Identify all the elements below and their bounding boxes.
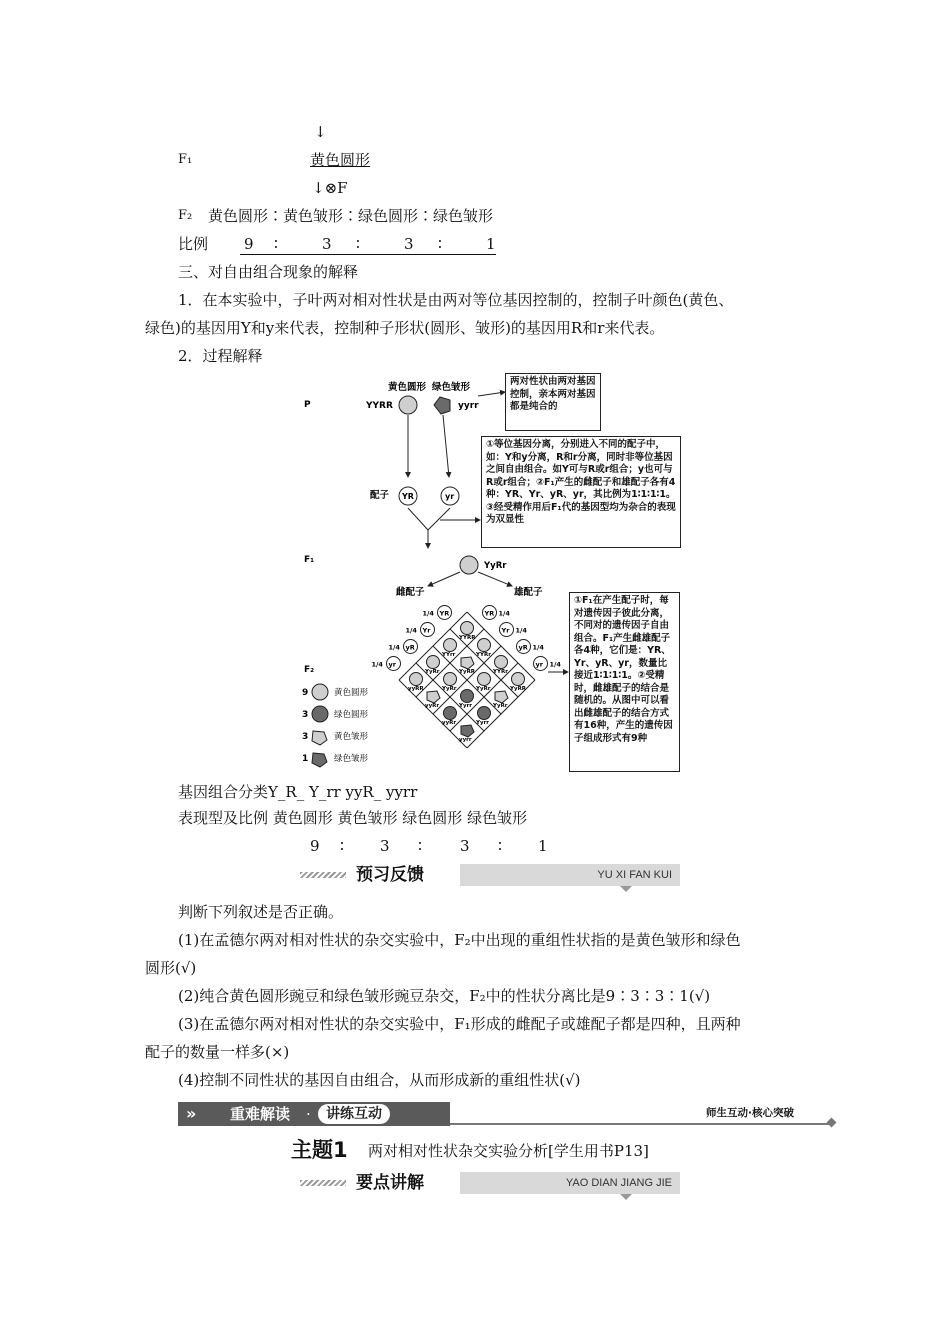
gamete-yr-upper: YR (402, 492, 414, 501)
f1-phenotype: 黄色圆形 (310, 151, 371, 169)
yellow-round-seed (399, 396, 417, 414)
gamete-label: YR (439, 609, 450, 618)
gamete-label: Yr (422, 626, 431, 635)
probability-label: 1/4 (549, 660, 561, 669)
paragraph-line: 1．在本实验中，子叶两对相对性状是由两对等位基因控制的，控制子叶颜色(黄色、 (178, 291, 734, 309)
gamete-yr-lower: yr (445, 492, 455, 501)
f2-genotype-label: YyRr (476, 686, 491, 692)
ratio-value: 3 (322, 235, 332, 253)
ratio-row (240, 234, 496, 255)
legend-label: 黄色圆形 (334, 688, 369, 698)
f2-seed (410, 673, 423, 686)
female-gamete-label: 雌配子 (396, 587, 425, 598)
topic-title: 两对相对性状杂交实验分析[学生用书P13] (368, 1142, 649, 1160)
note-text: 两对性状由两对基因控制，亲本两对基因都是纯合的 (510, 376, 596, 412)
ratio-value: 3 (380, 837, 390, 855)
f2-seed (427, 656, 440, 669)
ratio-value: 9 (244, 235, 254, 253)
f2-genotype-label: YYRr (476, 652, 491, 658)
paragraph-line: 2．过程解释 (178, 347, 263, 365)
review-item: (3)在孟德尔两对相对性状的杂交实验中，F₁形成的雌配子或雄配子都是四种，且两种 (178, 1015, 741, 1033)
section-banner-explanation (300, 1172, 680, 1194)
f2-label: F₂ (178, 208, 193, 223)
f1-seed (460, 556, 478, 574)
f2-genotype-label: YyRr (442, 686, 457, 692)
gamete-label: Yr (501, 626, 510, 635)
f2-seed (478, 707, 491, 720)
f2-genotype-label: Yyrr (459, 703, 472, 709)
legend-label: 绿色皱形 (334, 754, 369, 764)
f2-legend (302, 684, 369, 767)
gamete-label: 配子 (370, 490, 390, 501)
f2-phenotypes: 黄色圆形∶黄色皱形∶绿色圆形∶绿色皱形 (208, 207, 494, 225)
banner-title: 重难解读 (230, 1105, 291, 1123)
ratio-value: 9 (310, 837, 320, 855)
ratio-label: 比例 (178, 235, 209, 253)
topic-label: 主题1 (291, 1138, 348, 1162)
diamond-icon (827, 1118, 837, 1128)
legend-count: 3 (302, 710, 309, 720)
f2-seed (444, 639, 457, 652)
note-box-f2 (569, 592, 680, 772)
probability-label: 1/4 (498, 609, 510, 618)
f2-genotype-label: YYRr (493, 669, 508, 675)
f2-seed (478, 639, 491, 652)
review-item: 圆形(√) (145, 959, 197, 977)
legend-label: 绿色圆形 (334, 710, 369, 720)
f2-genotype-label: yyRr (425, 703, 440, 709)
punnett-square (372, 606, 562, 749)
f2-seed (461, 622, 474, 635)
banner-right-text: 师生互动·核心突破 (706, 1107, 794, 1119)
f2-seed (495, 691, 508, 703)
gamete-label: YR (484, 609, 495, 618)
summary-ratio (306, 836, 566, 856)
probability-label: 1/4 (371, 660, 383, 669)
review-intro: 判断下列叙述是否正确。 (178, 903, 344, 921)
banner-title: 要点讲解 (346, 1172, 434, 1194)
banner-subtitle: YAO DIAN JIANG JIE (460, 1172, 680, 1194)
review-item: (1)在孟德尔两对相对性状的杂交实验中，F₂中出现的重组性状指的是黄色皱形和绿色 (178, 931, 741, 949)
banner-subtitle: YU XI FAN KUI (460, 864, 680, 886)
probability-label: 1/4 (515, 626, 527, 635)
paragraph-line: 绿色)的基因用Y和y来代表，控制种子形状(圆形、皱形)的基因用R和r来代表。 (145, 319, 665, 337)
f2-seed (478, 673, 491, 686)
section-banner-key-points (178, 1102, 838, 1128)
f2-genotype-label: yyrr (459, 737, 472, 743)
f2-seed (461, 657, 474, 669)
legend-count: 9 (302, 688, 309, 698)
ratio-value: 1 (538, 837, 548, 855)
arrow-down: ↓ (314, 123, 327, 141)
ratio-colon: ∶ (340, 837, 344, 855)
ratio-value: 3 (460, 837, 470, 855)
note-text: ①等位基因分离，分别进入不同的配子中，如：Y和y分离，R和r分离，同时非等位基因之间自由组合。如Y可与R或r组合；y也可与R或r组合；②F₁产生的雌配子和雄配子各有4种：YR、Yr、yR、yr，其比例为1∶1∶1∶1。③经受精作用后F₁代的基因型均为杂合的表现为双显性 (486, 439, 676, 525)
f2-seed (444, 707, 457, 720)
banner-title: 预习反馈 (346, 864, 434, 886)
chevron-icon: » (186, 1104, 197, 1123)
f2-genotype-label: YyRr (493, 703, 508, 709)
f2-seed (444, 673, 457, 686)
f2-seed (461, 725, 474, 737)
probability-label: 1/4 (405, 626, 417, 635)
gamete-label: yR (518, 643, 528, 652)
legend-count: 1 (302, 754, 309, 764)
legend-label: 黄色皱形 (334, 732, 369, 742)
p-left-phenotype: 黄色圆形 (388, 382, 427, 393)
legend-count: 3 (302, 732, 309, 742)
gamete-label: yr (388, 660, 396, 669)
gamete-label: yr (535, 660, 543, 669)
genotype-classes: 基因组合分类Y_R_ Y_rr yyR_ yyrr (178, 783, 418, 801)
banner-dot: · (306, 1105, 311, 1123)
ratio-colon: ∶ (274, 235, 278, 253)
section-heading: 三、对自由组合现象的解释 (178, 263, 359, 281)
selfing-arrow: ↓⊗F (312, 179, 348, 197)
f2-genotype-label: YyRR (510, 686, 527, 692)
f2-seed (495, 656, 508, 669)
f2-genotype-label: YyRr (425, 669, 440, 675)
f2-seed (427, 691, 440, 703)
f2-seed (512, 673, 525, 686)
banner-notch (620, 1194, 632, 1200)
f2-genotype-label: YYRR (459, 635, 476, 641)
section-banner-preview (300, 864, 680, 886)
ratio-colon: ∶ (418, 837, 422, 855)
f1-genotype: YyRr (484, 561, 507, 571)
gamete-label: yR (405, 643, 415, 652)
f2-genotype-label: yyRr (442, 720, 457, 726)
f2-genotype-label: YyRR (459, 669, 476, 675)
p-left-genotype: YYRR (366, 401, 393, 411)
f2-genotype-label: yyRR (408, 686, 424, 692)
note-box-gametes (481, 436, 681, 548)
p-right-genotype: yyrr (458, 401, 479, 411)
probability-label: 1/4 (422, 609, 434, 618)
review-item: (2)纯合黄色圆形豌豆和绿色皱形豌豆杂交，F₂中的性状分离比是9∶3∶3∶1(√) (178, 987, 711, 1005)
review-item: 配子的数量一样多(×) (145, 1043, 290, 1061)
green-wrinkled-seed (434, 397, 450, 414)
p-generation-label: P (304, 400, 311, 410)
male-gamete-label: 雄配子 (514, 587, 543, 598)
note-text: ①F₁在产生配子时，每对遗传因子彼此分离，不同对的遗传因子自由组合。F₁产生雌雄配子各4种，它们是：YR、Yr、yR、yr，数量比接近1∶1∶1∶1。②受精时，雌雄配子的结合是随机的。从图中可以看出雌雄配子的结合方式有16种，产生的遗传因子组成形式有9种 (574, 595, 673, 744)
note-box-parents (505, 373, 601, 431)
ratio-colon: ∶ (498, 837, 502, 855)
ratio-colon: ∶ (438, 235, 442, 253)
f1-generation-label: F₁ (304, 555, 315, 565)
f2-generation-label: F₂ (304, 665, 315, 675)
ratio-value: 3 (404, 235, 414, 253)
f2-genotype-label: Yyrr (476, 720, 489, 726)
review-item: (4)控制不同性状的基因自由组合，从而形成新的重组性状(√) (178, 1071, 581, 1089)
p-right-phenotype: 绿色皱形 (432, 382, 471, 393)
f2-genotype-label: YYrr (442, 652, 456, 658)
f2-seed (461, 690, 474, 703)
ratio-value: 1 (486, 235, 496, 253)
banner-badge: 讲练互动 (318, 1104, 390, 1124)
banner-notch (620, 886, 632, 892)
phenotype-classes: 表现型及比例 黄色圆形 黄色皱形 绿色圆形 绿色皱形 (178, 809, 528, 827)
f1-label: F₁ (178, 152, 193, 167)
probability-label: 1/4 (388, 643, 400, 652)
ratio-colon: ∶ (356, 235, 360, 253)
probability-label: 1/4 (532, 643, 544, 652)
